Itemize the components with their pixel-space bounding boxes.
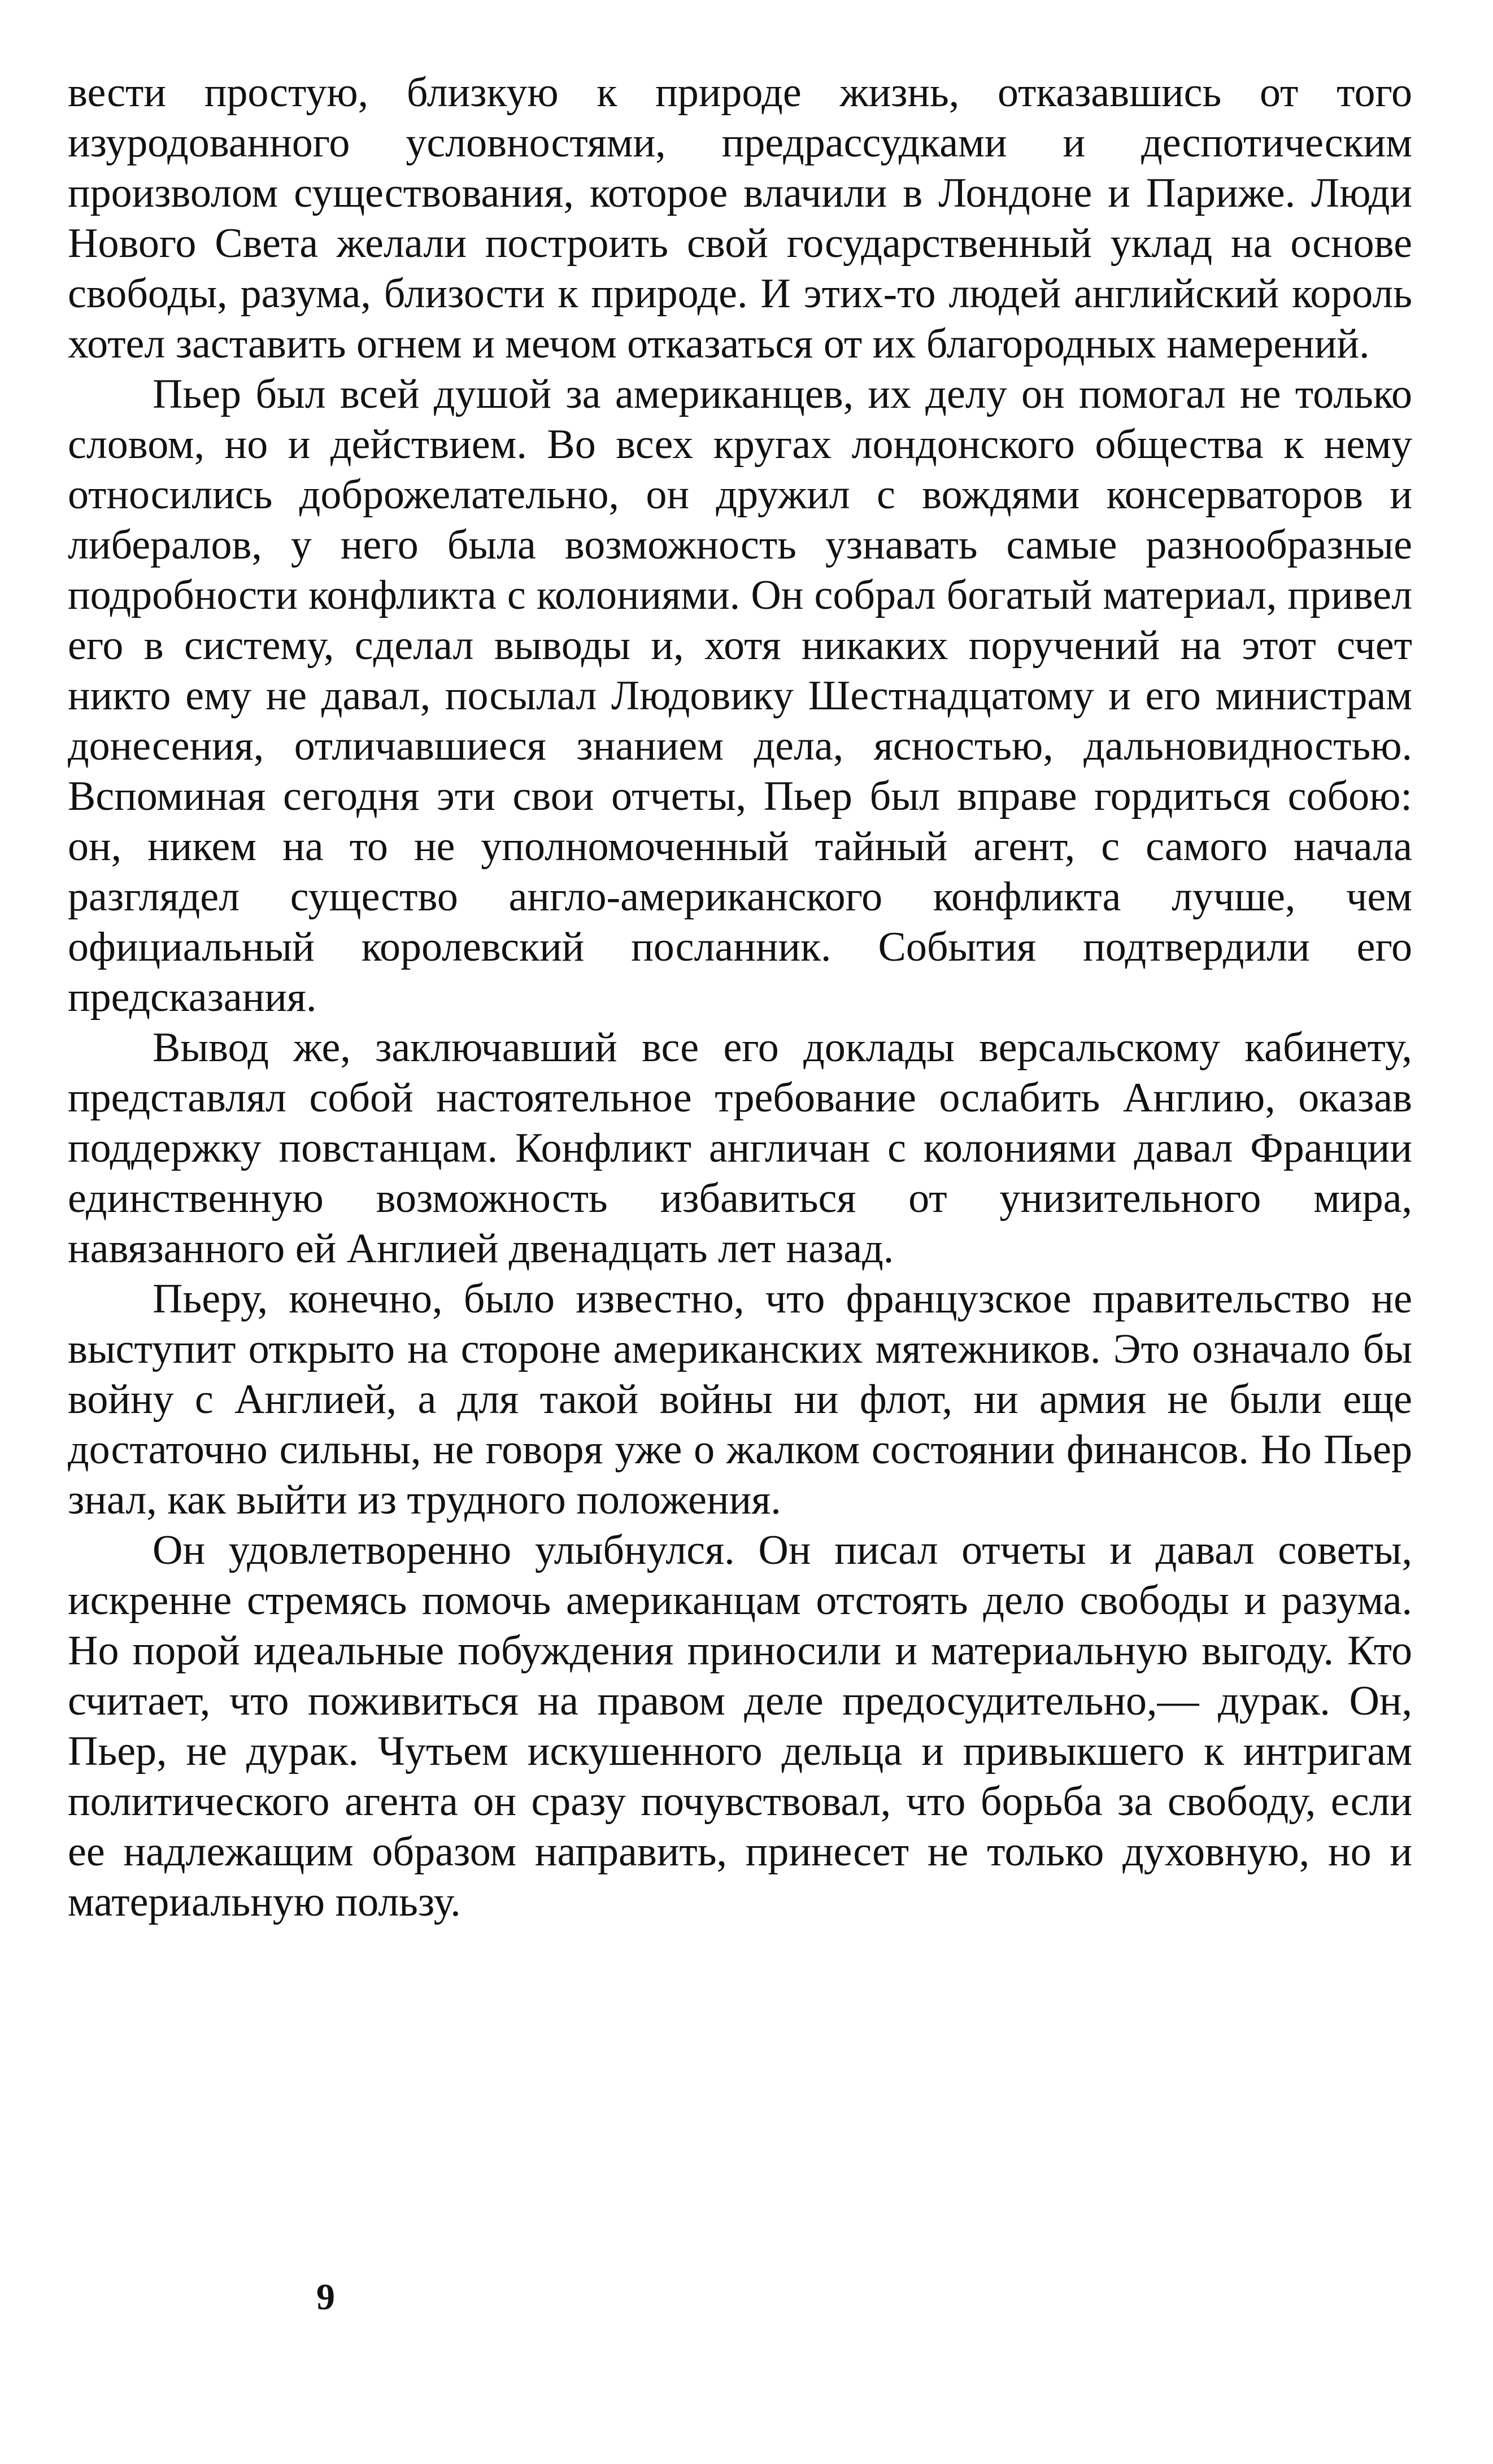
paragraph-3: Вывод же, заключавший все его доклады версальскому кабинету, представлял собой настоятельное требование ослабить Англию, оказав поддержку повстанцам. Конфликт англичан с колониями давал Франции единственную возможность избавиться от унизительного мира, навязанного ей Англией двенадцать лет назад. xyxy=(68,1024,1412,1272)
paragraph-2: Пьер был всей душой за американцев, их делу он помогал не только словом, но и действием. Во всех кругах лондонского общества к нему относились доброжелательно, он дружил с вождями консерваторов и либералов, у него была возможность узнавать самые разнообразные подробности конфликта с колониями. Он собрал богатый материал, привел его в систему, сделал выводы и, хотя никаких поручений на этот счет никто ему не давал, посылал Людовику Шестнадцатому и его министрам донесения, отличавшиеся знанием дела, ясностью, дальновидностью. Вспоминая сегодня эти свои отчеты, Пьер был вправе гордиться собою: он, никем на то не уполномоченный тайный агент, с самого начала разглядел существо англо-американского конфликта лучше, чем официальный королевский посланник. События подтвердили его предсказания. xyxy=(68,371,1412,1021)
page-number: 9 xyxy=(316,2277,335,2318)
paragraph-1: вести простую, близкую к природе жизнь, отказавшись от того изуродованного условностями, предрассудками и деспотическим произволом существования, которое влачили в Лондоне и Париже. Люди Нового Света желали построить свой государственный уклад на основе свободы, разума, близости к природе. И этих-то людей английский король хотел заставить огнем и мечом отказаться от их благородных намерений. xyxy=(68,69,1412,367)
paragraph-4: Пьеру, конечно, было известно, что французское правительство не выступит открыто на стороне американских мятежников. Это означало бы войну с Англией, а для такой войны ни флот, ни армия не были еще достаточно сильны, не говоря уже о жалком состоянии финансов. Но Пьер знал, как выйти из трудного положения. xyxy=(68,1276,1412,1523)
page-text xyxy=(68,68,1412,1927)
paragraph-5: Он удовлетворенно улыбнулся. Он писал отчеты и давал советы, искренне стремясь помочь американцам отстоять дело свободы и разума. Но порой идеальные побуждения приносили и материальную выгоду. Кто считает, что поживиться на правом деле предосудительно,— дурак. Он, Пьер, не дурак. Чутьем искушенного дельца и привыкшего к интригам политического агента он сразу почувствовал, что борьба за свободу, если ее надлежащим образом направить, принесет не только духовную, но и материальную пользу. xyxy=(68,1527,1412,1925)
